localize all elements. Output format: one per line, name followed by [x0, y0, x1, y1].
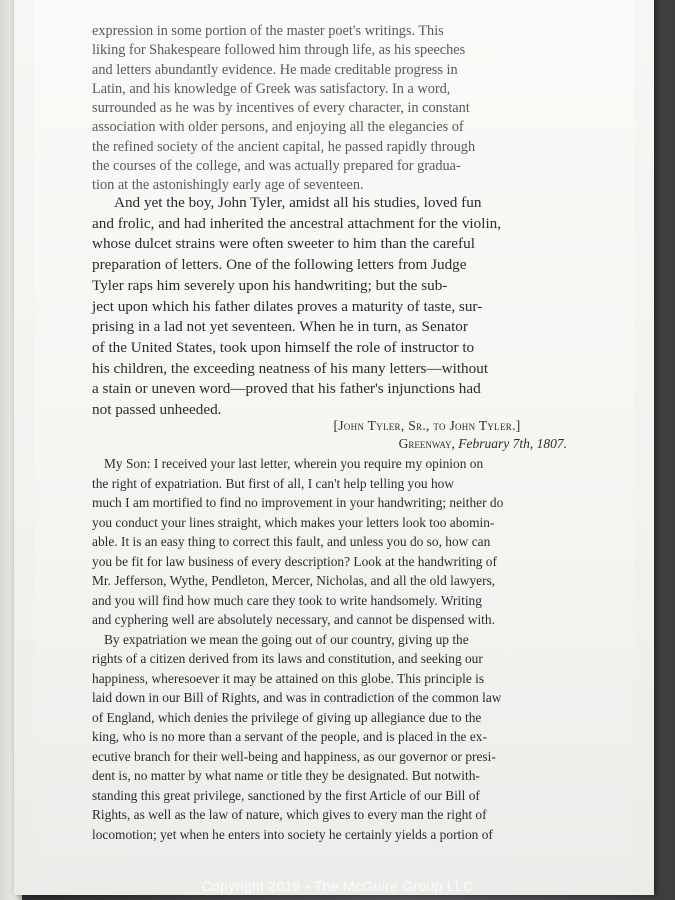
text-line: By expatriation we mean the going out of our country, giving up the: [104, 631, 469, 647]
text-line: Mr. Jefferson, Wythe, Pendleton, Mercer, Nicholas, and all the old lawyers,: [92, 573, 496, 588]
letter-dateline: [92, 436, 567, 452]
text-line: you be fit for law business of every description? Look at the handwriting of: [92, 553, 497, 569]
copyright-watermark: Copyright 2019 - The McGuire Group LLC: [201, 878, 474, 894]
text-line: king, who is no more than a servant of the people, and is placed in the ex-: [92, 729, 487, 744]
text-line: Tyler raps him severely upon his handwriting; but the sub-: [92, 276, 448, 294]
second-paragraph: [92, 193, 592, 421]
text-line: much I am mortified to find no improvement in your handwriting; neither do: [92, 495, 504, 510]
text-line: you conduct your lines straight, which makes your letters look too abomin-: [92, 514, 495, 530]
text-line: and cyphering well are absolutely necessary, and cannot be dispensed with.: [92, 612, 495, 627]
text-line: the refined society of the ancient capital, he passed rapidly through: [92, 138, 476, 155]
top-paragraph: [92, 22, 592, 196]
text-line: surrounded as he was by incentives of every character, in constant: [92, 100, 470, 117]
letter-heading: [John Tyler, Sr., to John Tyler.]: [333, 418, 521, 433]
text-line: tion at the astonishingly early age of seventeen.: [92, 177, 364, 194]
letter-body: [92, 454, 612, 844]
letter-block: [92, 418, 612, 844]
text-line: association with older persons, and enjoying all the elegancies of: [92, 119, 464, 136]
text-line: liking for Shakespeare followed him through life, as his speeches: [92, 42, 466, 59]
text-line: ject upon which his father dilates proves a maturity of taste, sur-: [92, 297, 483, 315]
text-line: and you will find how much care they took to write handsomely. Writing: [92, 592, 482, 608]
text-line: and letters abundantly evidence. He made creditable progress in: [92, 61, 458, 78]
text-line: standing this great privilege, sanctioned by the first Article of our Bill of: [92, 787, 480, 803]
text-line: My Son: I received your last letter, wherein you require my opinion on: [104, 456, 484, 471]
text-line: laid down in our Bill of Rights, and was in contradiction of the common law: [92, 690, 502, 705]
text-line: ecutive branch for their well-being and happiness, as our governor or presi-: [92, 748, 496, 764]
letter-place: Greenway,: [398, 436, 455, 451]
letter-date: February 7th, 1807.: [458, 436, 567, 451]
text-line: rights of a citizen derived from its laws and constitution, and seeking our: [92, 651, 483, 666]
text-line: the courses of the college, and was actually prepared for gradua-: [92, 158, 461, 175]
text-line: of the United States, took upon himself the role of instructor to: [92, 338, 475, 356]
text-line: And yet the boy, John Tyler, amidst all his studies, loved fun: [114, 194, 482, 211]
text-line: prising in a lad not yet seventeen. When he in turn, as Senator: [92, 318, 468, 336]
text-line: Latin, and his knowledge of Greek was satisfactory. In a word,: [92, 80, 451, 97]
text-line: preparation of letters. One of the following letters from Judge: [92, 256, 467, 274]
text-line: and frolic, and had inherited the ancestral attachment for the violin,: [92, 214, 502, 232]
text-line: not passed unheeded.: [92, 401, 222, 419]
text-line: locomotion; yet when he enters into society he certainly yields a portion of: [92, 826, 493, 842]
text-line: able. It is an easy thing to correct this fault, and unless you do so, how can: [92, 534, 491, 549]
text-line: Rights, as well as the law of nature, which gives to every man the right of: [92, 807, 487, 822]
text-line: of England, which denies the privilege of giving up allegiance due to the: [92, 709, 482, 725]
text-line: his children, the exceeding neatness of his many letters—without: [92, 359, 489, 377]
text-line: a stain or uneven word—proved that his father's injunctions had: [92, 380, 481, 398]
text-line: expression in some portion of the master poet's writings. This: [92, 23, 444, 39]
text-line: whose dulcet strains were often sweeter to him than the careful: [92, 235, 475, 253]
text-line: the right of expatriation. But first of all, I can't help telling you how: [92, 475, 455, 491]
text-line: happiness, wheresoever it may be attained on this globe. This principle is: [92, 670, 485, 686]
text-line: dent is, no matter by what name or title they be designated. But notwith-: [92, 768, 480, 783]
